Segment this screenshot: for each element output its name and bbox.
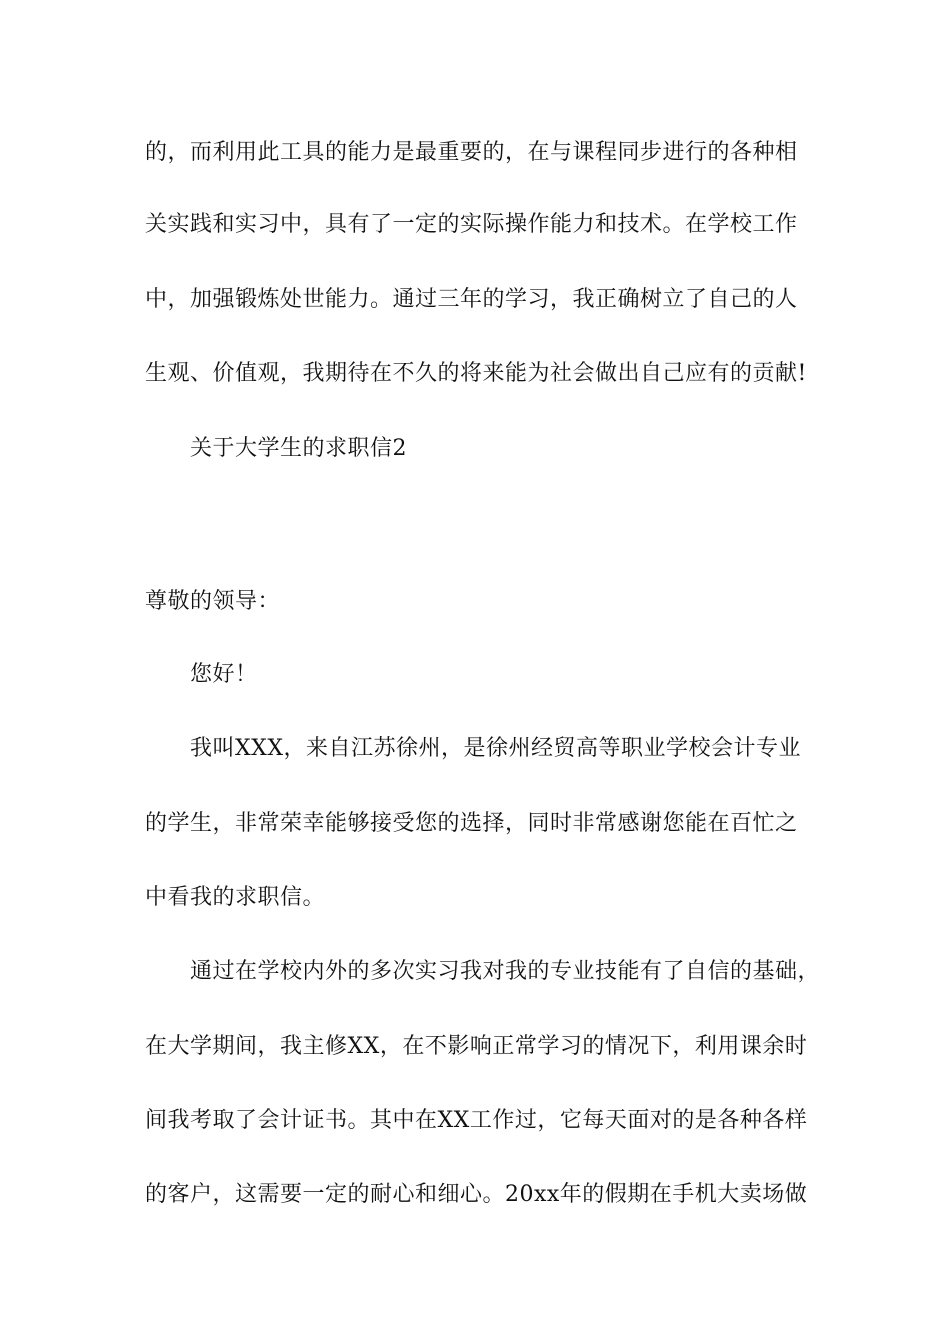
text-line: 的客户，这需要一定的耐心和细心。20xx年的假期在手机大卖场做 bbox=[145, 1182, 808, 1207]
text-line: 中，加强锻炼处世能力。通过三年的学习，我正确树立了自己的人 bbox=[145, 287, 798, 312]
text-line: 通过在学校内外的多次实习我对我的专业技能有了自信的基础， bbox=[190, 959, 821, 984]
text-line: 在大学期间，我主修XX，在不影响正常学习的情况下，利用课余时 bbox=[145, 1034, 808, 1059]
text-line: 间我考取了会计证书。其中在XX工作过，它每天面对的是各种各样 bbox=[145, 1108, 808, 1133]
greeting: 您好！ bbox=[190, 662, 258, 687]
text-line: 我叫XXX，来自江苏徐州，是徐州经贸高等职业学校会计专业 bbox=[190, 736, 801, 761]
salutation: 尊敬的领导： bbox=[145, 589, 281, 614]
text-line: 中看我的求职信。 bbox=[145, 885, 326, 910]
text-line: 的学生，非常荣幸能够接受您的选择，同时非常感谢您能在百忙之 bbox=[145, 811, 798, 836]
text-line: 生观、价值观，我期待在不久的将来能为社会做出自己应有的贡献! bbox=[145, 361, 807, 386]
text-line: 关实践和实习中，具有了一定的实际操作能力和技术。在学校工作 bbox=[145, 212, 798, 237]
section-heading: 关于大学生的求职信2 bbox=[190, 436, 407, 461]
text-line: 的，而利用此工具的能力是最重要的，在与课程同步进行的各种相 bbox=[145, 140, 798, 165]
